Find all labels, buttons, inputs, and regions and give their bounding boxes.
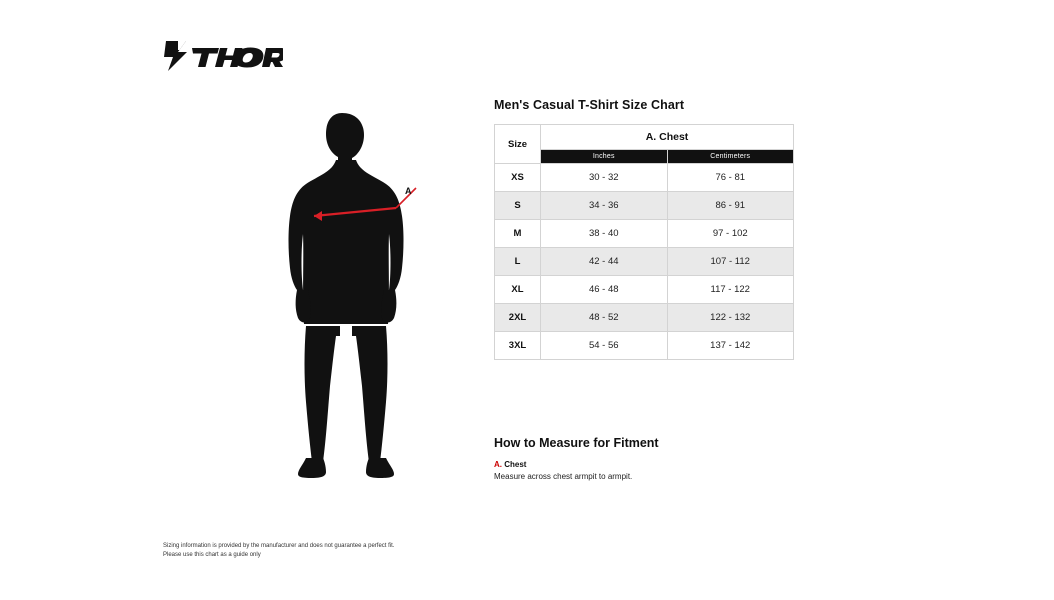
howto-description: Measure across chest armpit to armpit.	[494, 472, 633, 481]
table-row	[495, 164, 794, 192]
male-body-silhouette	[270, 110, 450, 480]
howto-key-letter: A.	[494, 460, 502, 469]
cell-centimeters: 97 - 102	[667, 220, 794, 248]
table-row	[495, 332, 794, 360]
cell-inches: 38 - 40	[541, 220, 668, 248]
cell-inches: 46 - 48	[541, 276, 668, 304]
header-centimeters: Centimeters	[667, 150, 794, 164]
table-row	[495, 248, 794, 276]
cell-size: L	[495, 248, 541, 276]
thor-logo	[163, 40, 283, 74]
chest-measure-label: A	[405, 186, 412, 196]
header-inches: Inches	[541, 150, 668, 164]
cell-size: M	[495, 220, 541, 248]
cell-centimeters: 86 - 91	[667, 192, 794, 220]
cell-size: 3XL	[495, 332, 541, 360]
cell-size: 2XL	[495, 304, 541, 332]
cell-centimeters: 117 - 122	[667, 276, 794, 304]
cell-size: S	[495, 192, 541, 220]
cell-size: XS	[495, 164, 541, 192]
page-title: Men's Casual T-Shirt Size Chart	[494, 98, 685, 112]
cell-size: XL	[495, 276, 541, 304]
table-row	[495, 304, 794, 332]
size-chart-table	[494, 124, 794, 360]
disclaimer-line-1: Sizing information is provided by the manufacturer and does not guarantee a perfect fit.	[163, 543, 395, 549]
cell-inches: 30 - 32	[541, 164, 668, 192]
cell-centimeters: 107 - 112	[667, 248, 794, 276]
cell-inches: 42 - 44	[541, 248, 668, 276]
table-header-row	[495, 125, 794, 150]
disclaimer	[163, 542, 463, 561]
disclaimer-line-2: Please use this chart as a guide only	[163, 552, 261, 559]
table-row	[495, 192, 794, 220]
cell-centimeters: 122 - 132	[667, 304, 794, 332]
howto-title: How to Measure for Fitment	[494, 436, 659, 450]
cell-centimeters: 76 - 81	[667, 164, 794, 192]
cell-inches: 34 - 36	[541, 192, 668, 220]
cell-inches: 48 - 52	[541, 304, 668, 332]
howto-key	[494, 460, 526, 469]
header-chest-group: A. Chest	[541, 125, 794, 150]
howto-key-name: Chest	[504, 460, 527, 469]
cell-inches: 54 - 56	[541, 332, 668, 360]
table-row	[495, 276, 794, 304]
cell-centimeters: 137 - 142	[667, 332, 794, 360]
table-row	[495, 220, 794, 248]
header-size: Size	[495, 125, 541, 164]
